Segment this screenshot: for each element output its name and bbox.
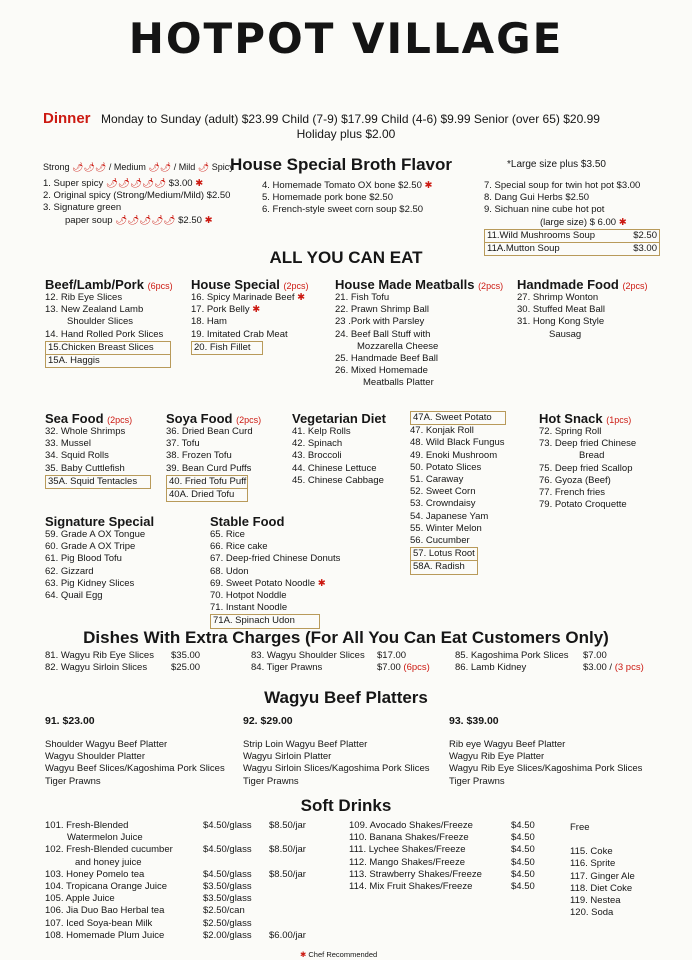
menu-item: 56. Cucumber — [410, 535, 470, 547]
section-vegetarian — [292, 411, 386, 487]
platter-item: Wagyu Rib Eye Platter — [449, 751, 545, 763]
section-soya-food — [166, 411, 261, 502]
section-title: Beef/Lamb/Pork — [45, 277, 144, 292]
drink-item: 112. Mango Shakes/Freeze — [349, 856, 466, 868]
boxed-item: 11A.Mutton Soup $3.00 — [484, 243, 660, 256]
drink-item: 106. Jia Duo Bao Herbal tea — [45, 905, 165, 917]
legend-medium: / Medium — [108, 162, 146, 172]
star-icon: ✱ — [204, 214, 213, 226]
piece-count: (2pcs) — [283, 281, 309, 291]
wagyu-title: Wagyu Beef Platters — [264, 688, 428, 707]
menu-item: 50. Potato Slices — [410, 461, 482, 473]
menu-item: 73. Deep fried Chinese — [539, 438, 637, 450]
extra-item: 86. Lamb Kidney — [455, 662, 527, 674]
menu-item: 26. Mixed Homemade — [335, 365, 428, 377]
boxed-item: 71A. Spinach Udon — [210, 614, 320, 628]
drink-price: $4.50 — [511, 832, 535, 844]
dinner-label: Dinner — [43, 110, 91, 127]
broth-item: 1. Super spicy — [43, 178, 104, 189]
boxed-item: 20. Fish Fillet — [191, 341, 263, 355]
menu-item: 63. Pig Kidney Slices — [45, 577, 135, 589]
star-icon: ✱ — [195, 178, 204, 189]
menu-item: Bread — [579, 450, 605, 462]
menu-item: 34. Squid Rolls — [45, 450, 109, 462]
extra-item: 83. Wagyu Shoulder Slices — [251, 650, 365, 661]
menu-item: 16. Spicy Marinade Beef — [191, 292, 295, 303]
chili-icon: 🌶🌶🌶 — [72, 162, 107, 172]
menu-item: 72. Spring Roll — [539, 426, 602, 437]
menu-item: 77. French fries — [539, 487, 605, 499]
platter-item: Tiger Prawns — [243, 775, 299, 787]
drink-item: 110. Banana Shakes/Freeze — [349, 832, 469, 844]
drink-price: $4.50 — [511, 868, 535, 880]
platter-item: Wagyu Shoulder Platter — [45, 751, 145, 763]
large-size-note: *Large size plus $3.50 — [507, 159, 606, 170]
broth-price: $2.50 — [398, 180, 422, 191]
boxed-item: 11.Wild Mushrooms Soup $2.50 — [484, 229, 660, 243]
star-icon: ✱ — [424, 180, 433, 191]
extra-item: 82. Wagyu Sirloin Slices — [45, 662, 148, 674]
platter-93 — [449, 715, 642, 788]
drink-item: 108. Homemade Plum Juice — [45, 929, 165, 941]
drink-price-glass: $2.50/can — [203, 905, 245, 917]
menu-item: 22. Prawn Shrimp Ball — [335, 304, 429, 316]
menu-item: Shoulder Slices — [67, 316, 134, 328]
extra-price: $35.00 — [171, 650, 201, 661]
menu-item: 45. Chinese Cabbage — [292, 474, 384, 486]
platter-head: 93. $39.00 — [449, 715, 499, 727]
menu-item: 55. Winter Melon — [410, 522, 482, 534]
holiday-note: Holiday plus $2.00 — [296, 127, 396, 141]
drink-item: 118. Diet Coke — [570, 882, 633, 894]
section-stable — [210, 514, 340, 629]
dinner-pricing — [43, 110, 600, 128]
drink-item: 115. Coke — [570, 846, 613, 858]
piece-count: (2pcs) — [107, 415, 133, 425]
menu-item: 35. Baby Cuttlefish — [45, 462, 125, 474]
menu-item: 62. Gizzard — [45, 565, 94, 577]
platter-91 — [45, 715, 225, 788]
extra-price: $25.00 — [171, 662, 201, 674]
broth-title: House Special Broth Flavor — [230, 155, 452, 174]
section-title: House Special — [191, 277, 280, 292]
chili-icon: 🌶🌶 — [148, 162, 172, 172]
menu-item: 48. Wild Black Fungus — [410, 437, 505, 449]
ayce-title: ALL YOU CAN EAT — [269, 248, 423, 267]
platter-item: Wagyu Beef Slices/Kagoshima Pork Slices — [45, 763, 225, 775]
extra-item: 84. Tiger Prawns — [251, 662, 323, 674]
drink-item: 103. Honey Pomelo tea — [45, 868, 145, 880]
drink-item: 105. Apple Juice — [45, 893, 115, 905]
menu-item: 64. Quail Egg — [45, 590, 103, 602]
boxed-item: 15A. Haggis — [45, 355, 171, 368]
chili-icon: 🌶🌶🌶🌶🌶 — [115, 214, 176, 226]
drink-item: 101. Fresh-Blended — [45, 820, 129, 831]
menu-item: 53. Crowndaisy — [410, 498, 476, 510]
menu-item: 54. Japanese Yam — [410, 510, 489, 522]
extra-item: 81. Wagyu Rib Eye Slices — [45, 650, 154, 661]
broth-item: 6. French-style sweet corn soup $2.50 — [262, 204, 424, 216]
broth-col-2 — [262, 180, 432, 217]
section-title: Vegetarian Diet — [292, 411, 386, 426]
drink-price-jar: $6.00/jar — [269, 929, 306, 941]
menu-item: 17. Pork Belly — [191, 304, 250, 316]
platter-item: Wagyu Sirloin Slices/Kagoshima Pork Slices — [243, 763, 430, 775]
star-icon: ✱ — [618, 216, 627, 228]
section-title: Stable Food — [210, 514, 285, 529]
menu-item: 36. Dried Bean Curd — [166, 426, 253, 437]
menu-item: 51. Caraway — [410, 474, 464, 486]
section-beef — [45, 277, 173, 368]
piece-count: (2pcs) — [236, 415, 262, 425]
platter-item: Wagyu Rib Eye Slices/Kagoshima Pork Slices — [449, 763, 643, 775]
menu-item: 79. Potato Croquette — [539, 499, 627, 511]
drink-item: 116. Sprite — [570, 858, 616, 870]
menu-item: 66. Rice cake — [210, 541, 268, 553]
menu-item: 24. Beef Ball Stuff with — [335, 328, 431, 340]
menu-item: 12. Rib Eye Slices — [45, 292, 123, 303]
section-title: Hot Snack — [539, 411, 603, 426]
menu-item: 18. Ham — [191, 316, 227, 328]
drink-item: 102. Fresh-Blended cucumber — [45, 844, 173, 856]
restaurant-title: HOTPOT VILLAGE — [128, 14, 564, 63]
chili-icon: 🌶 — [197, 162, 210, 172]
drink-price: $4.50 — [511, 820, 535, 831]
broth-item: 2. Original spicy (Strong/Medium/Mild) $2.50 — [43, 190, 231, 202]
footer-text: Chef Recommended — [308, 950, 378, 959]
extra-price: $3.00 / — [583, 662, 613, 674]
menu-item: 43. Broccoli — [292, 450, 342, 462]
section-handmade — [517, 277, 647, 341]
menu-item: 57. Lotus Root — [410, 547, 478, 561]
drinks-col-3 — [570, 822, 635, 919]
menu-item: 44. Chinese Lettuce — [292, 462, 377, 474]
menu-item: 49. Enoki Mushroom — [410, 449, 498, 461]
drink-price-jar: $8.50/jar — [269, 844, 306, 856]
piece-count: (2pcs) — [622, 281, 648, 291]
menu-item: 61. Pig Blood Tofu — [45, 553, 122, 565]
section-house-special — [191, 277, 309, 355]
drinks-col-1 — [45, 820, 306, 942]
drink-price-glass: $3.50/glass — [203, 893, 252, 905]
menu-item: 42. Spinach — [292, 438, 343, 450]
drink-price-glass: $4.50/glass — [203, 868, 252, 880]
extra-price: $17.00 — [377, 650, 407, 661]
menu-item: 25. Handmade Beef Ball — [335, 353, 438, 365]
menu-item: 14. Hand Rolled Pork Slices — [45, 328, 164, 340]
legend-mild: / Mild — [173, 162, 196, 172]
menu-item: 37. Tofu — [166, 438, 200, 450]
star-icon: ✱ — [252, 304, 261, 316]
menu-item: 59. Grade A OX Tongue — [45, 529, 146, 540]
section-title: Sea Food — [45, 411, 104, 426]
drink-item: 117. Ginger Ale — [570, 870, 635, 882]
menu-item: 65. Rice — [210, 529, 245, 540]
section-title: Signature Special — [45, 514, 155, 529]
star-icon: ✱ — [297, 292, 306, 303]
menu-item: 52. Sweet Corn — [410, 486, 476, 498]
menu-item: 41. Kelp Rolls — [292, 426, 351, 437]
menu-item: 23 .Pork with Parsley — [335, 316, 425, 328]
menu-item: 40. Fried Tofu Puff — [166, 475, 248, 489]
piece-count: (6pcs) — [147, 281, 173, 291]
broth-item: 8. Dang Gui Herbs $2.50 — [484, 192, 590, 204]
boxed-item: 35A. Squid Tentacles — [45, 475, 151, 489]
menu-item: 32. Whole Shrimps — [45, 426, 126, 437]
drink-price-glass: $2.50/glass — [203, 917, 252, 929]
boxed-item: 40A. Dried Tofu — [166, 489, 248, 502]
menu-item: 21. Fish Tofu — [335, 292, 390, 303]
broth-price: $3.00 — [168, 178, 193, 189]
platter-item: Tiger Prawns — [449, 775, 505, 787]
drinks-col-2 — [349, 820, 535, 893]
section-sea-food — [45, 411, 151, 489]
broth-item: 4. Homemade Tomato OX bone — [262, 180, 396, 191]
chef-recommended-note — [300, 950, 377, 959]
drink-item: and honey juice — [75, 856, 142, 868]
menu-item: Meatballs Platter — [363, 377, 434, 389]
section-hot-snack — [539, 411, 636, 511]
menu-item: 13. New Zealand Lamb — [45, 304, 144, 316]
menu-item: 69. Sweet Potato Noodle — [210, 577, 316, 589]
extra-price: $7.00 — [377, 662, 401, 674]
drink-item: 120. Soda — [570, 907, 614, 919]
broth-item: 9. Sichuan nine cube hot pot — [484, 204, 605, 216]
broth-item: 5. Homemade pork bone $2.50 — [262, 192, 393, 204]
drink-item: Watermelon Juice — [67, 832, 143, 844]
drink-price-glass: $4.50/glass — [203, 844, 252, 856]
broth-item: 3. Signature green — [43, 202, 122, 214]
drink-item: 107. Iced Soya-bean Milk — [45, 917, 153, 929]
platter-head: 91. $23.00 — [45, 715, 95, 727]
drink-price: $4.50 — [511, 856, 535, 868]
section-meatballs — [335, 277, 503, 390]
menu-item: 47. Konjak Roll — [410, 425, 474, 437]
platter-item: Rib eye Wagyu Beef Platter — [449, 739, 566, 750]
spice-legend — [43, 162, 234, 173]
drink-price-glass: $2.00/glass — [203, 929, 252, 941]
drink-item: 114. Mix Fruit Shakes/Freeze — [349, 881, 473, 893]
broth-item: (large size) $ 6.00 — [540, 216, 617, 228]
drinks-title: Soft Drinks — [300, 796, 392, 815]
boxed-item: 58A. Radish — [410, 561, 478, 574]
extra-row-1 — [45, 650, 644, 674]
section-vegetables — [410, 411, 506, 575]
broth-col-1 — [43, 178, 230, 227]
menu-item: Mozzarella Cheese — [357, 340, 439, 352]
menu-item: 75. Deep fried Scallop — [539, 462, 633, 474]
menu-item: 68. Udon — [210, 565, 249, 577]
star-icon: ✱ — [300, 950, 307, 959]
chili-icon: 🌶🌶🌶🌶🌶 — [105, 178, 167, 189]
broth-item: paper soup — [65, 214, 113, 226]
section-title: House Made Meatballs — [335, 277, 475, 292]
drink-price: $4.50 — [511, 881, 535, 893]
platter-item: Tiger Prawns — [45, 775, 101, 787]
drink-price-glass: $4.50/glass — [203, 820, 252, 831]
menu-item: 19. Imitated Crab Meat — [191, 328, 288, 340]
section-title: Soya Food — [166, 411, 233, 426]
legend-strong: Strong — [43, 162, 70, 172]
star-icon: ✱ — [317, 577, 326, 589]
extra-item: 85. Kagoshima Pork Slices — [455, 650, 569, 661]
menu-item: 60. Grade A OX Tripe — [45, 541, 136, 553]
broth-col-3 — [484, 180, 660, 256]
menu-item: 71. Instant Noodle — [210, 602, 292, 615]
piece-count: (2pcs) — [478, 281, 504, 291]
boxed-item: 15.Chicken Breast Slices — [45, 341, 171, 355]
piece-count: (3 pcs) — [614, 662, 644, 674]
broth-item: 7. Special soup for twin hot pot $3.00 — [484, 180, 641, 191]
platter-92 — [243, 715, 430, 788]
section-title: Handmade Food — [517, 277, 619, 292]
platter-head: 92. $29.00 — [243, 715, 293, 727]
piece-count: (6pcs) — [403, 662, 430, 674]
menu-item: 38. Frozen Tofu — [166, 450, 232, 462]
drink-price-jar: $8.50/jar — [269, 820, 306, 831]
menu-item: 27. Shrimp Wonton — [517, 292, 599, 303]
drink-price-jar: $8.50/jar — [269, 868, 306, 880]
drink-item: 113. Strawberry Shakes/Freeze — [349, 868, 482, 880]
menu-item: 39. Bean Curd Puffs — [166, 462, 252, 474]
drink-item: 119. Nestea — [570, 895, 621, 907]
drink-price-glass: $3.50/glass — [203, 881, 252, 893]
platter-item: Shoulder Wagyu Beef Platter — [45, 739, 168, 750]
menu-item: 70. Hotpot Noddle — [210, 590, 287, 602]
menu-item: 76. Gyoza (Beef) — [539, 474, 611, 486]
extra-charges-title: Dishes With Extra Charges (For All You Can Eat Customers Only) — [83, 628, 609, 647]
menu-item: 31. Hong Kong Style — [517, 316, 605, 328]
drink-item: 104. Tropicana Orange Juice — [45, 881, 167, 893]
drink-price: $4.50 — [511, 844, 535, 856]
drink-item: 109. Avocado Shakes/Freeze — [349, 820, 473, 831]
menu-item: Sausag — [549, 328, 582, 340]
menu-item: 33. Mussel — [45, 438, 91, 450]
dinner-prices: Monday to Sunday (adult) $23.99 Child (7-9) $17.99 Child (4-6) $9.99 Senior (over 65) $20.99 — [100, 112, 600, 126]
drink-item: 111. Lychee Shakes/Freeze — [349, 844, 466, 856]
extra-price: $7.00 — [583, 650, 607, 661]
free-label: Free — [570, 822, 590, 833]
menu-item: 67. Deep-fried Chinese Donuts — [210, 553, 341, 565]
broth-price: $2.50 — [178, 214, 202, 226]
legend-spicy: Spicy — [211, 162, 234, 172]
boxed-item: 47A. Sweet Potato — [410, 411, 506, 425]
piece-count: (1pcs) — [606, 415, 632, 425]
section-signature — [45, 514, 154, 602]
platter-item: Wagyu Sirloin Platter — [243, 751, 332, 763]
menu-item: 30. Stuffed Meat Ball — [517, 304, 606, 316]
platter-item: Strip Loin Wagyu Beef Platter — [243, 739, 368, 750]
